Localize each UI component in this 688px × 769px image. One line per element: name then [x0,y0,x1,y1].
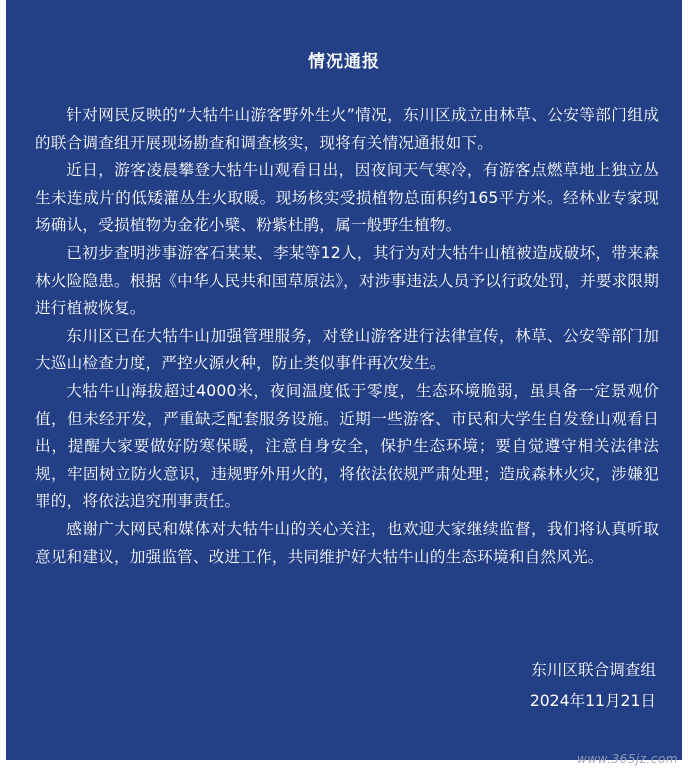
notice-panel [6,0,682,760]
notice-paragraph: 大牯牛山海拔超过4000米，夜间温度低于零度，生态环境脆弱，虽具备一定景观价值，但未经开发，严重缺乏配套服务设施。近期一些游客、市民和大学生自发登山观看日出，提醒大家要做好防寒保暖，注意自身安全，保护生态环境；要自觉遵守相关法律法规，牢固树立防火意识，违规野外用火的，将依法依规严肃处理；造成森林火灾，涉嫌犯罪的，将依法追究刑事责任。 [35,381,659,511]
notice-paragraph: 东川区已在大牯牛山加强管理服务，对登山游客进行法律宣传，林草、公安等部门加大巡山检查力度，严控火源火种，防止类似事件再次发生。 [35,326,659,373]
watermark: www.365jz.com [577,752,678,766]
notice-signature-block [530,655,656,717]
notice-date: 2024年11月21日 [529,692,656,710]
notice-body [35,102,659,571]
notice-title: 情况通报 [308,52,380,72]
notice-signature: 东川区联合调查组 [531,661,656,679]
notice-paragraph: 感谢广大网民和媒体对大牯牛山的关心关注，也欢迎大家继续监督，我们将认真听取意见和建议，加强监管、改进工作，共同维护好大牯牛山的生态环境和自然风光。 [35,519,659,566]
notice-paragraph: 针对网民反映的“大牯牛山游客野外生火”情况，东川区成立由林草、公安等部门组成的联合调查组开展现场勘查和调查核实，现将有关情况通报如下。 [35,106,659,152]
notice-paragraph: 已初步查明涉事游客石某某、李某等12人，其行为对大牯牛山植被造成破坏，带来森林火险隐患。根据《中华人民共和国草原法》，对涉事违法人员予以行政处罚，并要求限期进行植被恢复。 [35,243,659,318]
notice-paragraph: 近日，游客凌晨攀登大牯牛山观看日出，因夜间天气寒冷，有游客点燃草地上独立丛生未连成片的低矮灌丛生火取暖。现场核实受损植物总面积约165平方米。经林业专家现场确认，受损植物为金花小檗、粉紫杜鹃，属一般野生植物。 [35,161,659,235]
